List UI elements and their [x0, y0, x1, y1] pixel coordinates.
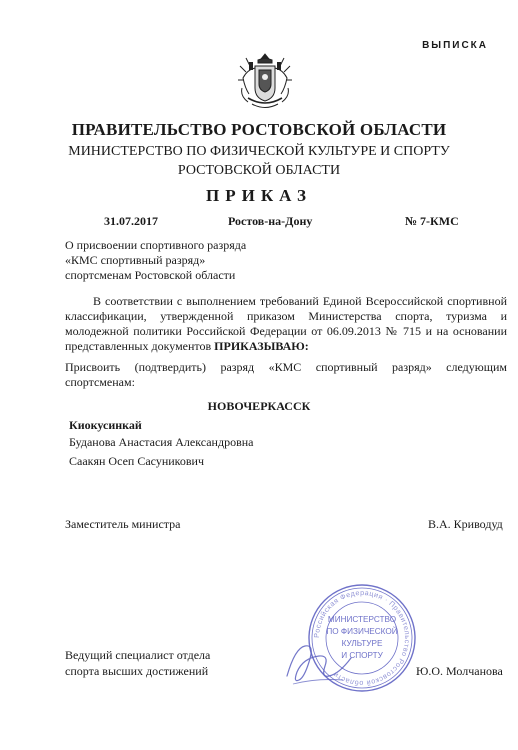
- specialist-title: [65, 647, 210, 679]
- subject-line-2: «КМС спортивный разряд»: [65, 253, 206, 267]
- ministry-line-1: МИНИСТЕРСТВО ПО ФИЗИЧЕСКОЙ КУЛЬТУРЕ И СПОРТУ: [68, 144, 450, 159]
- deputy-minister-name: В.А. Криводуд: [428, 517, 503, 531]
- order-date: 31.07.2017: [104, 214, 158, 228]
- specialist-title-line-1: Ведущий специалист отдела: [65, 648, 211, 662]
- preamble-paragraph: [65, 294, 507, 354]
- order-paragraph: Присвоить (подтвердить) разряд «КМС спортивный разряд» следующим спортсменам:: [65, 360, 507, 389]
- order-subject: [65, 238, 246, 283]
- specialist-name: Ю.О. Молчанова: [416, 664, 503, 678]
- extract-mark: ВЫПИСКА: [422, 40, 488, 51]
- order-heading: ПРИКАЗ: [206, 186, 312, 205]
- ministry-line-2: РОСТОВСКОЙ ОБЛАСТИ: [177, 163, 341, 178]
- preamble-text: В соответствии с выполнением требований Единой Всероссийской спортивной классификации, утвержденной приказом Министерства спорта, туризма и молодежной политики Российской Федерации от 06.09.2013 № 715 и на основании представленных документов: [65, 294, 507, 353]
- government-title: ПРАВИТЕЛЬСТВО РОСТОВСКОЙ ОБЛАСТИ: [71, 120, 447, 139]
- athlete-item: Буданова Анастасия Александровна: [69, 435, 254, 449]
- sport-name: Киокусинкай: [69, 418, 142, 432]
- stamp-ring-text: Российская Федерация · Правительство Ростовской области: [311, 587, 413, 689]
- stamp-line-3: КУЛЬТУРЕ: [341, 639, 383, 648]
- order-verb: ПРИКАЗЫВАЮ:: [214, 339, 309, 353]
- order-number: № 7-КМС: [405, 214, 459, 228]
- athlete-item: Саакян Осеп Сасуникович: [69, 454, 204, 468]
- specialist-title-line-2: спорта высших достижений: [65, 664, 209, 678]
- coat-of-arms-icon: [236, 52, 294, 114]
- city-heading: НОВОЧЕРКАССК: [207, 399, 311, 413]
- stamp-line-4: И СПОРТУ: [341, 651, 383, 660]
- order-place: Ростов-на-Дону: [228, 214, 313, 228]
- stamp-line-1: МИНИСТЕРСТВО: [327, 615, 397, 624]
- ministry-name: [0, 142, 518, 180]
- athlete-list: [69, 434, 254, 472]
- handwritten-signature: [283, 632, 363, 692]
- deputy-minister-title: Заместитель министра: [65, 517, 181, 531]
- stamp-line-2: ПО ФИЗИЧЕСКОЙ: [326, 627, 398, 636]
- subject-line-3: спортсменам Ростовской области: [65, 268, 236, 282]
- subject-line-1: О присвоении спортивного разряда: [65, 238, 247, 252]
